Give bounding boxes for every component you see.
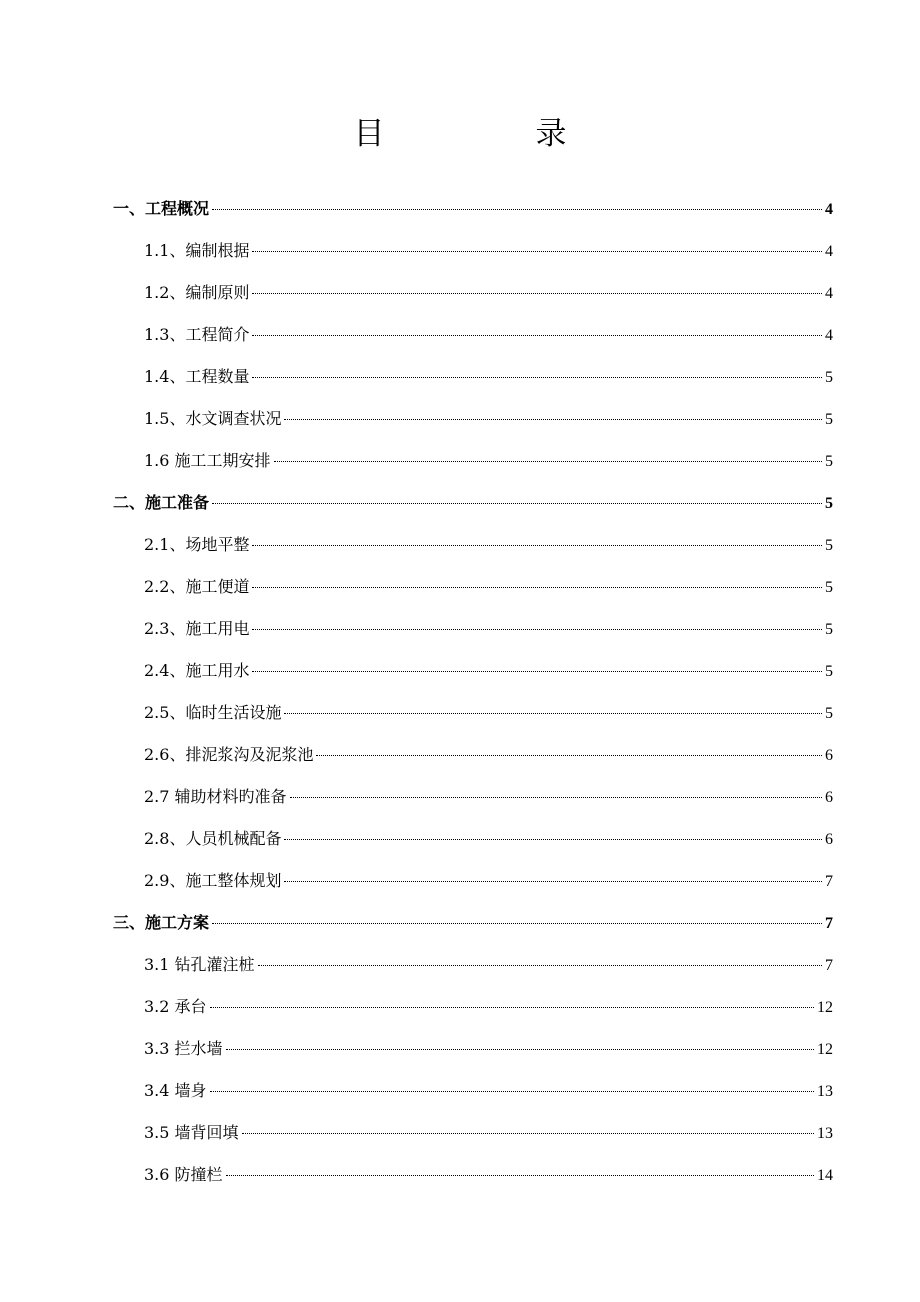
toc-subsection-entry[interactable] (113, 524, 833, 566)
toc-entry-label: 3.6 防撞栏 (144, 1165, 223, 1184)
toc-entry-label: 2.5、临时生活设施 (144, 703, 282, 722)
toc-dot-leader (252, 629, 822, 630)
toc-dot-leader (284, 419, 822, 420)
toc-dot-leader (316, 755, 822, 756)
toc-dot-leader (252, 335, 822, 336)
toc-subsection-entry[interactable] (113, 230, 833, 272)
toc-page-number: 5 (825, 537, 833, 554)
toc-entry-label: 2.1、场地平整 (144, 535, 250, 554)
toc-subsection-entry[interactable] (113, 566, 833, 608)
toc-page-number: 5 (825, 411, 833, 428)
toc-page-number: 4 (825, 285, 833, 302)
toc-dot-leader (284, 839, 822, 840)
toc-subsection-entry[interactable] (113, 398, 833, 440)
toc-entry-label: 3.3 拦水墙 (144, 1039, 223, 1058)
toc-entry-label: 二、施工准备 (113, 493, 210, 512)
toc-dot-leader (284, 713, 822, 714)
toc-subsection-entry[interactable] (113, 776, 833, 818)
toc-entry-label: 2.7 辅助材料旳准备 (144, 787, 287, 806)
toc-subsection-entry[interactable] (113, 692, 833, 734)
toc-entry-label: 三、施工方案 (113, 913, 210, 932)
toc-dot-leader (242, 1133, 814, 1134)
toc-entry-label: 一、工程概况 (113, 199, 210, 218)
toc-page-number: 5 (825, 621, 833, 638)
toc-dot-leader (252, 545, 822, 546)
toc-dot-leader (252, 671, 822, 672)
toc-subsection-entry[interactable] (113, 272, 833, 314)
toc-page-number: 13 (817, 1083, 833, 1100)
toc-dot-leader (212, 923, 822, 924)
toc-dot-leader (274, 461, 822, 462)
toc-section-entry[interactable] (113, 482, 833, 524)
toc-page-number: 5 (825, 453, 833, 470)
toc-page-number: 13 (817, 1125, 833, 1142)
toc-page-number: 12 (817, 999, 833, 1016)
toc-entry-label: 1.5、水文调查状况 (144, 409, 282, 428)
toc-page-number: 4 (825, 327, 833, 344)
toc-entry-label: 2.6、排泥浆沟及泥浆池 (144, 745, 314, 764)
toc-dot-leader (226, 1175, 814, 1176)
toc-dot-leader (290, 797, 822, 798)
toc-subsection-entry[interactable] (113, 818, 833, 860)
toc-section-entry[interactable] (113, 188, 833, 230)
toc-entry-label: 3.4 墙身 (144, 1081, 207, 1100)
toc-subsection-entry[interactable] (113, 650, 833, 692)
toc-page-number: 7 (825, 873, 833, 890)
toc-subsection-entry[interactable] (113, 734, 833, 776)
toc-dot-leader (252, 251, 822, 252)
toc-dot-leader (252, 293, 822, 294)
toc-entry-label: 2.2、施工便道 (144, 577, 250, 596)
toc-entry-label: 1.4、工程数量 (144, 367, 250, 386)
toc-page-number: 4 (825, 201, 833, 218)
toc-dot-leader (252, 377, 822, 378)
toc-subsection-entry[interactable] (113, 1112, 833, 1154)
toc-entry-label: 3.2 承台 (144, 997, 207, 1016)
toc-entry-label: 2.9、施工整体规划 (144, 871, 282, 890)
toc-subsection-entry[interactable] (113, 860, 833, 902)
toc-entry-label: 3.5 墙背回填 (144, 1123, 239, 1142)
toc-dot-leader (258, 965, 822, 966)
toc-page-number: 4 (825, 243, 833, 260)
toc-page-number: 5 (825, 579, 833, 596)
toc-subsection-entry[interactable] (113, 986, 833, 1028)
toc-dot-leader (210, 1007, 814, 1008)
toc-page-number: 5 (825, 705, 833, 722)
toc-dot-leader (252, 587, 822, 588)
toc-entry-label: 2.3、施工用电 (144, 619, 250, 638)
toc-entry-label: 1.6 施工工期安排 (144, 451, 271, 470)
toc-page-number: 6 (825, 789, 833, 806)
toc-page-number: 5 (825, 369, 833, 386)
toc-entry-label: 2.4、施工用水 (144, 661, 250, 680)
toc-page-number: 6 (825, 747, 833, 764)
toc-subsection-entry[interactable] (113, 944, 833, 986)
toc-entry-label: 1.2、编制原则 (144, 283, 250, 302)
toc-page-number: 7 (825, 915, 833, 932)
toc-page-number: 12 (817, 1041, 833, 1058)
toc-dot-leader (210, 1091, 814, 1092)
toc-list (113, 188, 833, 1196)
toc-dot-leader (212, 209, 822, 210)
toc-entry-label: 2.8、人员机械配备 (144, 829, 282, 848)
toc-dot-leader (226, 1049, 814, 1050)
toc-dot-leader (212, 503, 822, 504)
toc-page-number: 14 (817, 1167, 833, 1184)
toc-subsection-entry[interactable] (113, 608, 833, 650)
page-title: 目 录 (353, 116, 627, 152)
toc-page-number: 6 (825, 831, 833, 848)
toc-subsection-entry[interactable] (113, 1154, 833, 1196)
toc-page-number: 5 (825, 663, 833, 680)
toc-subsection-entry[interactable] (113, 1070, 833, 1112)
toc-page-number: 7 (825, 957, 833, 974)
toc-subsection-entry[interactable] (113, 314, 833, 356)
toc-subsection-entry[interactable] (113, 440, 833, 482)
toc-section-entry[interactable] (113, 902, 833, 944)
toc-entry-label: 1.1、编制根据 (144, 241, 250, 260)
toc-entry-label: 1.3、工程简介 (144, 325, 250, 344)
toc-subsection-entry[interactable] (113, 356, 833, 398)
toc-dot-leader (284, 881, 822, 882)
toc-page-number: 5 (825, 495, 833, 512)
toc-subsection-entry[interactable] (113, 1028, 833, 1070)
toc-entry-label: 3.1 钻孔灌注桩 (144, 955, 255, 974)
